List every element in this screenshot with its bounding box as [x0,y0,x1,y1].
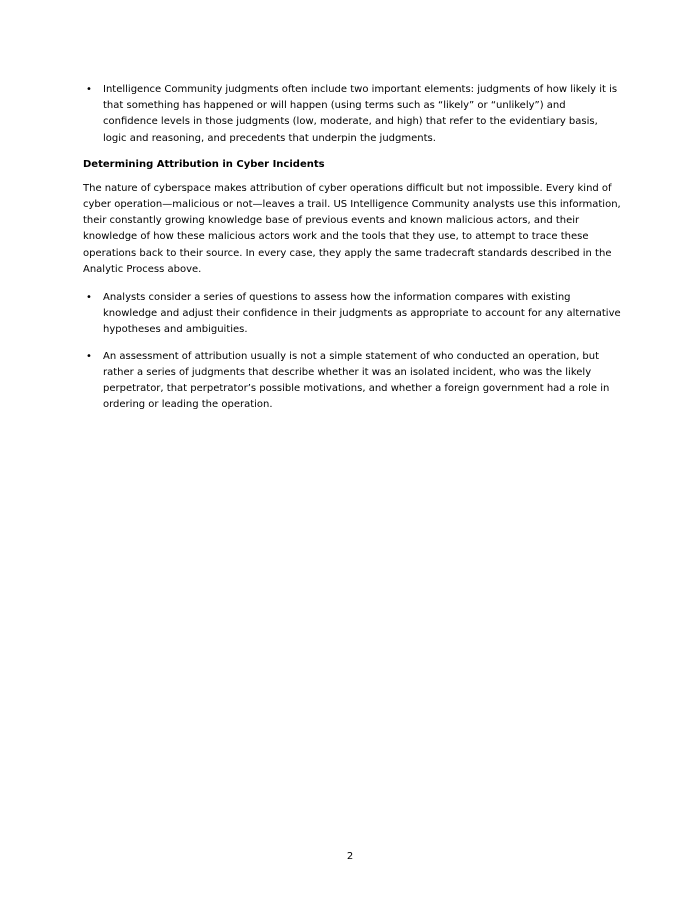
bullet-text: Intelligence Community judgments often include two important elements: judgments of how likely it is that something has happened or will happen (using terms such as “likely” or “unlikely”) and confidence levels in those judgments (low, moderate, and high) that refer to the evidentiary basis, logic and reasoning, and precedents that underpin the judgments. [103,84,618,144]
bullet-item-judgments [83,82,623,147]
bullet-marker: • [86,292,92,304]
bullet-text: An assessment of attribution usually is not a simple statement of who conducted an operation, but rather a series of judgments that describe whether it was an isolated incident, who was the likely perpetrator, that perpetrator’s possible motivations, and whether a foreign government had a role in ordering or leading the operation. [103,350,610,411]
bullet-text: Analysts consider a series of questions to assess how the information compares with existing knowledge and adjust their confidence in their judgments as appropriate to account for any alternative hypotheses and ambiguities. [103,292,621,336]
bullet-item-assessment [83,349,623,414]
bullet-marker: • [86,84,92,95]
page-content [83,82,623,423]
page-number: 2 [346,851,354,862]
section-heading: Determining Attribution in Cyber Incidents [83,158,325,170]
bullet-item-analysts [83,290,623,339]
bullet-marker: • [86,350,92,362]
body-paragraph: The nature of cyberspace makes attribution of cyber operations difficult but not impossible. Every kind of cyber operation—malicious or not—leaves a trail. US Intelligence Community analysts use this information, their constantly growing knowledge base of previous events and known malicious actors, and their knowledge of how these malicious actors work and the tools that they use, to attempt to trace these operations back to their source. In every case, they apply the same tradecraft standards described in the Analytic Process above. [83,182,621,275]
